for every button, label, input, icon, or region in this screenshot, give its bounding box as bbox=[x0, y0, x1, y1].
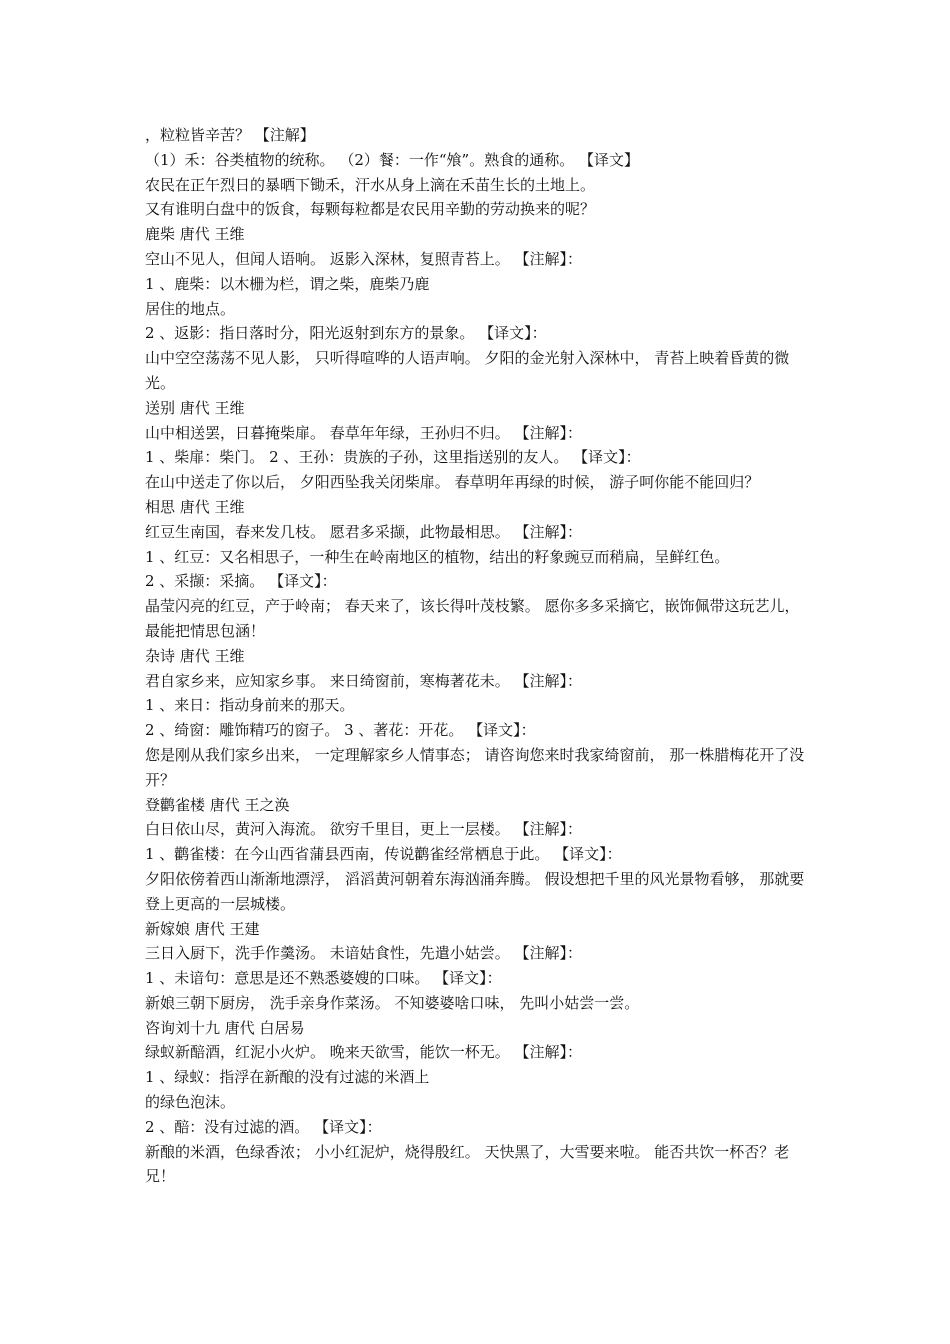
text-line: 2 、返影：指日落时分，阳光返射到东方的景象。 【译文】： bbox=[145, 324, 547, 343]
text-line: 1 、柴扉：柴门。 2 、王孙：贵族的子孙，这里指送别的友人。 【译文】： bbox=[145, 448, 641, 467]
text-line: 夕阳依傍着西山渐渐地漂浮， 滔滔黄河朝着东海汹涌奔腾。 假设想把千里的风光景物看够， 那就要登上更高的一层城楼。 bbox=[145, 869, 805, 913]
text-line: 1 、鹿柴：以木栅为栏，谓之柴，鹿柴乃鹿 bbox=[145, 274, 430, 293]
poem-text-body bbox=[145, 123, 810, 1189]
poem-title: 登鹳雀楼 唐代 王之涣 bbox=[145, 795, 290, 814]
text-line: （1）禾：谷类植物的统称。 （2）餐：一作“飧”。熟食的通称。 【译文】 bbox=[145, 150, 639, 169]
poem-title: 送别 唐代 王维 bbox=[145, 398, 245, 417]
text-line: 2 、醅：没有过滤的酒。 【译文】： bbox=[145, 1117, 382, 1136]
text-line: 山中空空荡荡不见人影， 只听得喧哗的人语声响。 夕阳的金光射入深林中， 青苔上映着昏黄的微光。 bbox=[145, 349, 790, 392]
text-line: 居住的地点。 bbox=[145, 299, 236, 318]
text-line: 1 、未谙句：意思是还不熟悉婆嫂的口味。 【译文】： bbox=[145, 969, 502, 988]
poem-title: 新嫁娘 唐代 王建 bbox=[145, 919, 260, 938]
text-line: 新娘三朝下厨房， 洗手亲身作菜汤。 不知婆婆啥口味， 先叫小姑尝一尝。 bbox=[145, 993, 640, 1012]
poem-title: 鹿柴 唐代 王维 bbox=[145, 225, 245, 244]
text-line: 的绿色泡沫。 bbox=[145, 1093, 236, 1112]
text-line: 1 、绿蚁：指浮在新酿的没有过滤的米酒上 bbox=[145, 1068, 430, 1087]
text-line: 1 、鹳雀楼：在今山西省蒲县西南，传说鹳雀经常栖息于此。 【译文】： bbox=[145, 845, 622, 864]
text-line: 2 、绮窗：雕饰精巧的窗子。 3 、著花：开花。 【译文】： bbox=[145, 721, 536, 740]
poem-title: 咨询刘十九 唐代 白居易 bbox=[145, 1018, 305, 1037]
poem-title: 相思 唐代 王维 bbox=[145, 497, 245, 516]
poem-title: 杂诗 唐代 王维 bbox=[145, 646, 245, 665]
text-line: 晶莹闪亮的红豆，产于岭南； 春天来了，该长得叶茂枝繁。 愿你多多采摘它，嵌饰佩带这玩艺儿，最能把情思包涵！ bbox=[145, 597, 800, 640]
text-line: 山中相送罢，日暮掩柴扉。 春草年年绿，王孙归不归。 【注解】： bbox=[145, 423, 583, 442]
text-line: 1 、来日：指动身前来的那天。 bbox=[145, 696, 355, 715]
text-line: 空山不见人，但闻人语响。 返影入深林，复照青苔上。 【注解】： bbox=[145, 249, 583, 268]
text-line: 白日依山尽，黄河入海流。 欲穷千里目，更上一层楼。 【注解】： bbox=[145, 820, 583, 839]
text-line: 在山中送走了你以后， 夕阳西坠我关闭柴扉。 春草明年再绿的时候， 游子呵你能不能回归？ bbox=[145, 473, 760, 492]
text-line: 1 、红豆：又名相思子，一种生在岭南地区的植物，结出的籽象豌豆而稍扁，呈鲜红色。 bbox=[145, 547, 730, 566]
text-line: 红豆生南国，春来发几枝。 愿君多采撷，此物最相思。 【注解】： bbox=[145, 522, 583, 541]
text-line: 新酿的米酒，色绿香浓； 小小红泥炉，烧得殷红。 天快黑了，大雪要来啦。 能否共饮一杯否？老兄！ bbox=[145, 1142, 790, 1186]
text-line: 2 、采撷：采摘。 【译文】： bbox=[145, 572, 337, 591]
text-line: 又有谁明白盘中的饭食，每颗每粒都是农民用辛勤的劳动换来的呢？ bbox=[145, 200, 596, 219]
text-line: ，粒粒皆辛苦？ 【注解】 bbox=[145, 126, 315, 144]
text-line: 绿蚁新醅酒，红泥小火炉。 晚来天欲雪，能饮一杯无。 【注解】： bbox=[145, 1043, 583, 1062]
text-line: 三日入厨下，洗手作羹汤。 未谙姑食性，先遣小姑尝。 【注解】： bbox=[145, 944, 583, 963]
text-line: 君自家乡来，应知家乡事。 来日绮窗前，寒梅著花未。 【注解】： bbox=[145, 671, 583, 690]
text-line: 农民在正午烈日的暴晒下锄禾，汗水从身上滴在禾苗生长的土地上。 bbox=[145, 175, 596, 194]
text-line: 您是刚从我们家乡出来， 一定理解家乡人情事态； 请咨询您来时我家绮窗前， 那一株腊梅花开了没开？ bbox=[145, 745, 805, 789]
